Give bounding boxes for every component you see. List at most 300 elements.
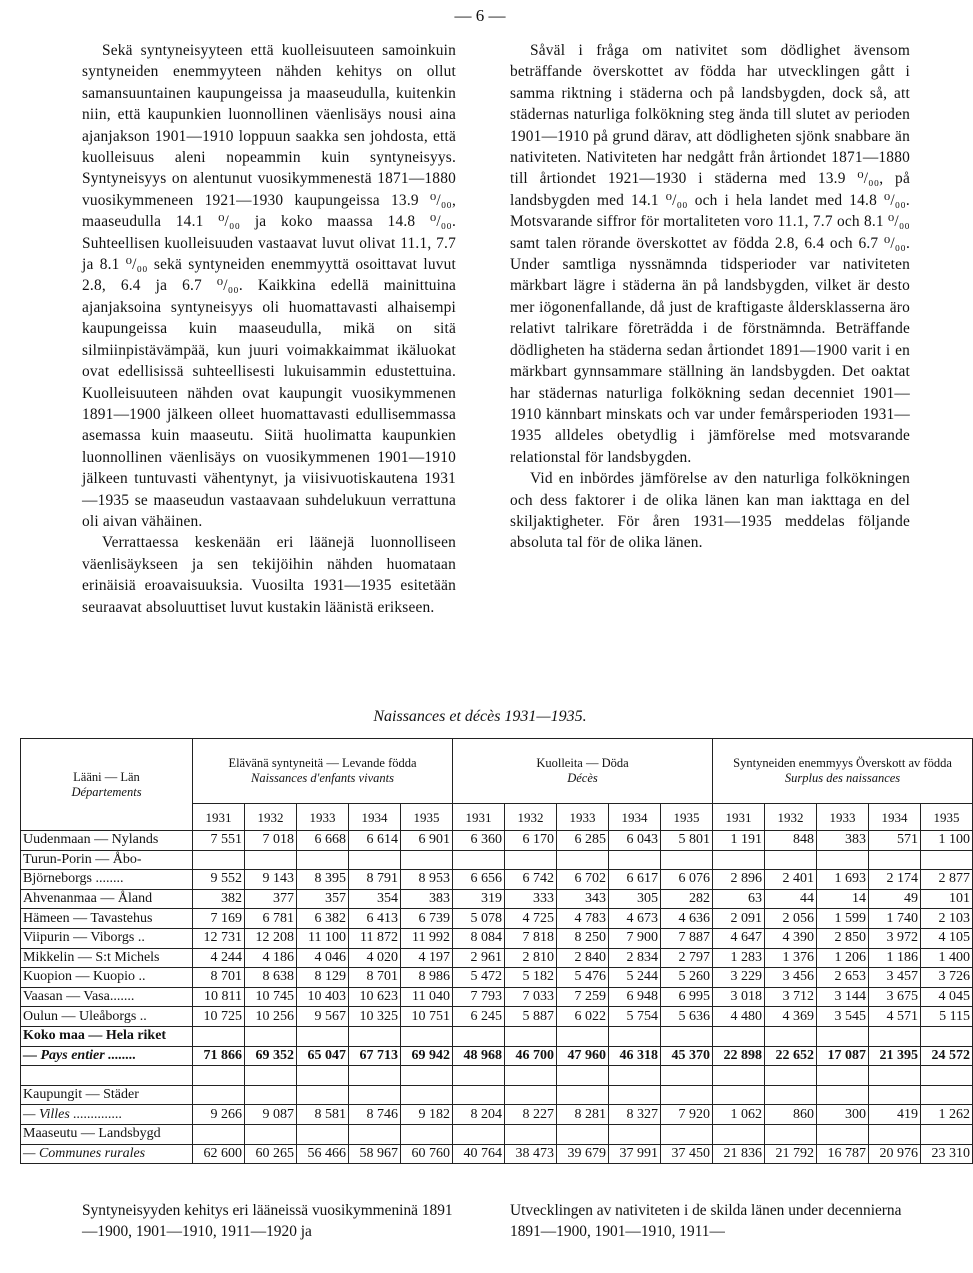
region-header: Lääni — Län Départements bbox=[21, 739, 193, 831]
births-deaths-table bbox=[20, 738, 973, 1164]
table-cell: 6 382 bbox=[297, 909, 349, 929]
table-cell: 8 638 bbox=[245, 968, 297, 988]
region-label: Björneborgs ........ bbox=[21, 870, 193, 890]
table-cell: 4 783 bbox=[557, 909, 609, 929]
year-header: 1935 bbox=[661, 804, 713, 831]
table-cell: 2 840 bbox=[557, 948, 609, 968]
table-cell: 354 bbox=[349, 889, 401, 909]
table-cell bbox=[817, 1026, 869, 1046]
table-cell: 44 bbox=[765, 889, 817, 909]
table-cell: 1 283 bbox=[713, 948, 765, 968]
table-cell: 6 360 bbox=[453, 831, 505, 851]
table-cell: 60 265 bbox=[245, 1144, 297, 1164]
table-cell: 6 170 bbox=[505, 831, 557, 851]
table-cell: 5 887 bbox=[505, 1007, 557, 1027]
table-cell: 3 456 bbox=[765, 968, 817, 988]
table-cell: 7 900 bbox=[609, 928, 661, 948]
table-cell bbox=[297, 1085, 349, 1105]
table-cell bbox=[661, 1066, 713, 1086]
table-cell bbox=[401, 1124, 453, 1144]
table-cell bbox=[297, 1066, 349, 1086]
table-cell bbox=[557, 1085, 609, 1105]
table-cell: 7 551 bbox=[193, 831, 245, 851]
year-header: 1934 bbox=[869, 804, 921, 831]
table-cell: 8 204 bbox=[453, 1105, 505, 1125]
table-cell bbox=[193, 1026, 245, 1046]
table-cell: 10 403 bbox=[297, 987, 349, 1007]
table-cell: 8 250 bbox=[557, 928, 609, 948]
table-cell: 3 144 bbox=[817, 987, 869, 1007]
table-cell: 8 129 bbox=[297, 968, 349, 988]
table-cell: 357 bbox=[297, 889, 349, 909]
table-cell: 4 636 bbox=[661, 909, 713, 929]
table-cell bbox=[505, 1085, 557, 1105]
table-cell: 6 901 bbox=[401, 831, 453, 851]
table-cell: 9 567 bbox=[297, 1007, 349, 1027]
year-header: 1932 bbox=[245, 804, 297, 831]
region-label: Ahvenanmaa — Åland bbox=[21, 889, 193, 909]
table-cell: 11 100 bbox=[297, 928, 349, 948]
table-cell bbox=[557, 1066, 609, 1086]
table-cell: 40 764 bbox=[453, 1144, 505, 1164]
table-cell: 5 260 bbox=[661, 968, 713, 988]
table-row bbox=[21, 870, 973, 890]
table-cell: 62 600 bbox=[193, 1144, 245, 1164]
table-cell: 6 656 bbox=[453, 870, 505, 890]
table-cell bbox=[505, 1026, 557, 1046]
table-row bbox=[21, 948, 973, 968]
table-cell: 3 018 bbox=[713, 987, 765, 1007]
table-cell bbox=[609, 1124, 661, 1144]
table-cell: 46 318 bbox=[609, 1046, 661, 1066]
table-cell: 24 572 bbox=[921, 1046, 973, 1066]
table-cell: 48 968 bbox=[453, 1046, 505, 1066]
table-cell: 5 078 bbox=[453, 909, 505, 929]
table-cell: 4 480 bbox=[713, 1007, 765, 1027]
table-cell: 6 702 bbox=[557, 870, 609, 890]
year-header: 1932 bbox=[505, 804, 557, 831]
table-cell: 7 259 bbox=[557, 987, 609, 1007]
table-cell: 60 760 bbox=[401, 1144, 453, 1164]
table-cell: 17 087 bbox=[817, 1046, 869, 1066]
surplus-group-header: Syntyneiden enemmyys Överskott av födda Surplus des naissances bbox=[713, 739, 973, 804]
swedish-paragraph-2: Vid en inbördes jämförelse av den naturliga folkökningen och dess faktorer i de olika länen kan man iakttaga en del skiljaktigheter. För åren 1931—1935 meddelas följande absoluta tal för de olika länen. bbox=[510, 470, 910, 552]
table-cell: 860 bbox=[765, 1105, 817, 1125]
table-cell: 571 bbox=[869, 831, 921, 851]
table-cell: 11 992 bbox=[401, 928, 453, 948]
table-cell: 6 995 bbox=[661, 987, 713, 1007]
table-cell: 1 186 bbox=[869, 948, 921, 968]
table-cell bbox=[297, 1124, 349, 1144]
table-cell: 4 571 bbox=[869, 1007, 921, 1027]
table-cell bbox=[453, 1124, 505, 1144]
table-cell: 5 801 bbox=[661, 831, 713, 851]
table-cell bbox=[453, 1066, 505, 1086]
table-cell bbox=[921, 1124, 973, 1144]
region-label: Maaseutu — Landsbygd bbox=[21, 1124, 193, 1144]
table-cell: 1 740 bbox=[869, 909, 921, 929]
table-cell: 10 745 bbox=[245, 987, 297, 1007]
table-cell: 383 bbox=[401, 889, 453, 909]
table-cell: 8 986 bbox=[401, 968, 453, 988]
table-cell: 2 961 bbox=[453, 948, 505, 968]
table-row bbox=[21, 909, 973, 929]
year-header: 1931 bbox=[193, 804, 245, 831]
table-cell bbox=[193, 1085, 245, 1105]
table-cell: 2 091 bbox=[713, 909, 765, 929]
table-cell bbox=[453, 1085, 505, 1105]
table-cell bbox=[921, 1066, 973, 1086]
table-cell: 1 206 bbox=[817, 948, 869, 968]
table-cell: 10 623 bbox=[349, 987, 401, 1007]
table-cell: 3 726 bbox=[921, 968, 973, 988]
table-cell: 10 811 bbox=[193, 987, 245, 1007]
table-cell: 23 310 bbox=[921, 1144, 973, 1164]
swedish-caption: Utvecklingen av nativiteten i de skilda länen under decennierna 1891—1900, 1901—1910, 1911— bbox=[510, 1202, 902, 1241]
table-cell: 9 552 bbox=[193, 870, 245, 890]
table-cell bbox=[869, 1026, 921, 1046]
table-cell bbox=[349, 1026, 401, 1046]
table-cell: 47 960 bbox=[557, 1046, 609, 1066]
region-label: Uudenmaan — Nylands bbox=[21, 831, 193, 851]
table-cell: 6 245 bbox=[453, 1007, 505, 1027]
table-cell bbox=[921, 1026, 973, 1046]
table-cell: 38 473 bbox=[505, 1144, 557, 1164]
table-cell: 10 325 bbox=[349, 1007, 401, 1027]
table-cell: 8 953 bbox=[401, 870, 453, 890]
table-cell: 9 182 bbox=[401, 1105, 453, 1125]
table-cell: 8 791 bbox=[349, 870, 401, 890]
table-cell: 1 062 bbox=[713, 1105, 765, 1125]
table-cell bbox=[245, 1066, 297, 1086]
table-cell: 3 712 bbox=[765, 987, 817, 1007]
table-cell bbox=[921, 1085, 973, 1105]
table-cell bbox=[765, 1026, 817, 1046]
table-cell bbox=[401, 1026, 453, 1046]
table-cell: 4 244 bbox=[193, 948, 245, 968]
table-cell: 383 bbox=[817, 831, 869, 851]
table-cell: 4 105 bbox=[921, 928, 973, 948]
table-cell bbox=[609, 1066, 661, 1086]
table-cell bbox=[609, 1026, 661, 1046]
table-cell: 69 352 bbox=[245, 1046, 297, 1066]
table-cell: 4 020 bbox=[349, 948, 401, 968]
rural-row-label bbox=[21, 1124, 973, 1144]
swedish-text-column bbox=[510, 40, 910, 554]
table-cell: 8 746 bbox=[349, 1105, 401, 1125]
towns-row-label bbox=[21, 1085, 973, 1105]
table-cell: 382 bbox=[193, 889, 245, 909]
region-label: Kuopion — Kuopio .. bbox=[21, 968, 193, 988]
table-cell: 7 920 bbox=[661, 1105, 713, 1125]
table-cell: 419 bbox=[869, 1105, 921, 1125]
table-cell: 39 679 bbox=[557, 1144, 609, 1164]
table-cell bbox=[557, 850, 609, 870]
table-cell: 9 143 bbox=[245, 870, 297, 890]
table-cell: 45 370 bbox=[661, 1046, 713, 1066]
table-cell: 1 262 bbox=[921, 1105, 973, 1125]
table-cell: 3 972 bbox=[869, 928, 921, 948]
table-cell: 11 872 bbox=[349, 928, 401, 948]
table-cell: 2 103 bbox=[921, 909, 973, 929]
towns-row bbox=[21, 1105, 973, 1125]
table-cell: 6 614 bbox=[349, 831, 401, 851]
region-label: Oulun — Uleåborgs .. bbox=[21, 1007, 193, 1027]
table-cell bbox=[869, 1066, 921, 1086]
finnish-paragraph-2: Verrattaessa keskenään eri läänejä luonnolliseen väenlisäykseen ja sen tekijöihin nähden huomataan erinäisiä eroavaisuuksia. Vuosilta 1931—1935 esitetään seuraavat absoluuttiset luvut kustakin läänistä erikseen. bbox=[82, 534, 456, 616]
region-label: — Communes rurales bbox=[21, 1144, 193, 1164]
table-cell bbox=[245, 1124, 297, 1144]
table-cell bbox=[505, 1124, 557, 1144]
region-label: — Pays entier ........ bbox=[21, 1046, 193, 1066]
finnish-text-column bbox=[82, 40, 456, 618]
deaths-group-header: Kuolleita — Döda Décès bbox=[453, 739, 713, 804]
table-cell bbox=[713, 1124, 765, 1144]
table-cell: 6 742 bbox=[505, 870, 557, 890]
table-cell: 4 197 bbox=[401, 948, 453, 968]
year-header: 1931 bbox=[453, 804, 505, 831]
table-cell bbox=[505, 1066, 557, 1086]
table-cell: 1 400 bbox=[921, 948, 973, 968]
table-cell bbox=[661, 1124, 713, 1144]
year-header: 1934 bbox=[609, 804, 661, 831]
table-cell: 3 545 bbox=[817, 1007, 869, 1027]
table-cell: 37 991 bbox=[609, 1144, 661, 1164]
table-cell: 6 617 bbox=[609, 870, 661, 890]
table-cell: 2 850 bbox=[817, 928, 869, 948]
table-cell: 10 751 bbox=[401, 1007, 453, 1027]
table-cell: 2 877 bbox=[921, 870, 973, 890]
table-cell bbox=[297, 850, 349, 870]
table-cell bbox=[193, 1066, 245, 1086]
table-row bbox=[21, 850, 973, 870]
table-cell: 8 581 bbox=[297, 1105, 349, 1125]
table-cell: 21 792 bbox=[765, 1144, 817, 1164]
table-cell bbox=[661, 1026, 713, 1046]
table-cell: 4 725 bbox=[505, 909, 557, 929]
table-cell: 7 018 bbox=[245, 831, 297, 851]
table-cell: 1 100 bbox=[921, 831, 973, 851]
table-cell: 7 887 bbox=[661, 928, 713, 948]
table-cell: 8 227 bbox=[505, 1105, 557, 1125]
table-cell bbox=[609, 850, 661, 870]
table-cell: 4 369 bbox=[765, 1007, 817, 1027]
table-cell: 2 056 bbox=[765, 909, 817, 929]
table-cell: 300 bbox=[817, 1105, 869, 1125]
year-header: 1933 bbox=[297, 804, 349, 831]
table-cell: 319 bbox=[453, 889, 505, 909]
table-cell: 11 040 bbox=[401, 987, 453, 1007]
table-cell bbox=[401, 850, 453, 870]
table-cell: 4 046 bbox=[297, 948, 349, 968]
table-cell: 8 084 bbox=[453, 928, 505, 948]
table-cell bbox=[765, 850, 817, 870]
total-row-label bbox=[21, 1026, 973, 1046]
table-title: Naissances et décès 1931—1935. bbox=[373, 708, 587, 725]
table-cell: 58 967 bbox=[349, 1144, 401, 1164]
year-header: 1933 bbox=[557, 804, 609, 831]
table-cell: 21 836 bbox=[713, 1144, 765, 1164]
table-cell bbox=[609, 1085, 661, 1105]
table-cell: 4 045 bbox=[921, 987, 973, 1007]
region-label: Koko maa — Hela riket bbox=[21, 1026, 193, 1046]
table-cell: 6 022 bbox=[557, 1007, 609, 1027]
table-cell: 3 675 bbox=[869, 987, 921, 1007]
table-cell: 6 781 bbox=[245, 909, 297, 929]
table-cell: 12 208 bbox=[245, 928, 297, 948]
table-cell: 8 281 bbox=[557, 1105, 609, 1125]
table-cell bbox=[765, 1085, 817, 1105]
spacer-row bbox=[21, 1066, 973, 1086]
table-cell: 5 636 bbox=[661, 1007, 713, 1027]
region-label bbox=[21, 1066, 193, 1086]
table-cell: 22 652 bbox=[765, 1046, 817, 1066]
table-cell bbox=[505, 850, 557, 870]
swedish-paragraph-1: Såväl i fråga om nativitet som dödlighet ävensom beträffande överskottet av födda har utvecklingen gått i samma riktning i städerna och på landsbygden, dock så, att städernas naturliga folkökning steg ända till slutet av perioden 1901—1910 på grund därav, att dödligheten sjönk snabbare än nativiteten. Nativiteten har nedgått från årtiondet 1871—1880 till årtiondet 1921—1930 i städerna med 13.9 ⁰/₀₀, på landsbygden med 14.1 ⁰/₀₀ och i hela landet med 14.8 ⁰/₀₀. Motsvarande siffror för mortaliteten voro 11.1, 7.7 och 8.1 ⁰/₀₀ samt talen rörande överskottet av födda 2.8, 6.4 och 6.7 ⁰/₀₀. Under samtliga nyssnämnda tidsperioder var nativiteten märkbart lägre i städerna än på landsbygden, vilket är desto mer iögonenfallande, då just de kraftigaste åldersklasserna äro relativt talrikare företrädda i de förstnämnda. Beträffande dödligheten ha städerna sedan årtiondet 1891—1900 varit i en märkbart gynnsammare ställning än landsbygden. Det oaktat har städernas naturliga folkökning sedan decenniet 1901—1910 kännbart minskats och var under femårsperioden 1931—1935 alldeles obetydlig i jämförelse med motsvarande relationstal för landsbygden. bbox=[510, 42, 910, 466]
table-cell bbox=[349, 1124, 401, 1144]
table-cell: 46 700 bbox=[505, 1046, 557, 1066]
table-cell: 5 754 bbox=[609, 1007, 661, 1027]
table-cell: 4 186 bbox=[245, 948, 297, 968]
table-cell: 49 bbox=[869, 889, 921, 909]
page-number: — 6 — bbox=[454, 6, 506, 25]
table-cell: 333 bbox=[505, 889, 557, 909]
year-header: 1932 bbox=[765, 804, 817, 831]
table-cell bbox=[245, 850, 297, 870]
table-cell: 63 bbox=[713, 889, 765, 909]
table-cell: 8 395 bbox=[297, 870, 349, 890]
table-cell: 16 787 bbox=[817, 1144, 869, 1164]
table-cell bbox=[713, 1066, 765, 1086]
table-cell: 2 174 bbox=[869, 870, 921, 890]
region-label: Mikkelin — S:t Michels bbox=[21, 948, 193, 968]
table-cell: 14 bbox=[817, 889, 869, 909]
table-cell bbox=[297, 1026, 349, 1046]
table-row bbox=[21, 968, 973, 988]
year-header: 1935 bbox=[921, 804, 973, 831]
table-cell: 4 647 bbox=[713, 928, 765, 948]
table-cell: 2 834 bbox=[609, 948, 661, 968]
total-row bbox=[21, 1046, 973, 1066]
table-cell: 9 087 bbox=[245, 1105, 297, 1125]
table-cell bbox=[869, 850, 921, 870]
table-cell bbox=[817, 1085, 869, 1105]
table-cell: 1 191 bbox=[713, 831, 765, 851]
table-cell bbox=[453, 1026, 505, 1046]
table-cell: 5 476 bbox=[557, 968, 609, 988]
table-row bbox=[21, 831, 973, 851]
table-cell: 7 169 bbox=[193, 909, 245, 929]
year-header: 1933 bbox=[817, 804, 869, 831]
table-cell: 5 244 bbox=[609, 968, 661, 988]
table-cell: 1 376 bbox=[765, 948, 817, 968]
births-group-header: Elävänä syntyneitä — Levande födda Naissances d'enfants vivants bbox=[193, 739, 453, 804]
table-cell bbox=[193, 850, 245, 870]
table-row bbox=[21, 1007, 973, 1027]
table-cell bbox=[245, 1026, 297, 1046]
finnish-paragraph-1: Sekä syntyneisyyteen että kuolleisuuteen samoinkuin syntyneiden enemmyyteen nähden kehitys on ollut samansuuntainen kaupungeissa ja maaseudulla, kuitenkin niin, että kaupunkien luonnollinen väenlisäys nousi aina ajanjakson 1901—1910 loppuun saakka sen johdosta, että kuolleisuus aleni nopeammin kuin syntyneisyys. Syntyneisyys on alentunut vuosikymmenestä 1871—1880 vuosikymmeneen 1921—1930 kaupungeissa 13.9 ⁰/₀₀, maaseudulla 14.1 ⁰/₀₀ ja koko maassa 14.8 ⁰/₀₀. Suhteellisen kuolleisuuden vastaavat luvut olivat 11.1, 7.7 ja 8.1 ⁰/₀₀ sekä syntyneiden enemmyyttä osoittavat luvut 2.8, 6.4 ja 6.7 ⁰/₀₀. Kaikkina edellä mainittuina ajanjaksoina syntyneisyys oli huomattavasti alhaisempi kaupungeissa kuin maaseudulla, mikä on sitä silmiinpistävämpää, kun juuri voimakkaimmat ikäluokat ovat edellisissä suhteellisesti lukuisammin edustettuina. Kuolleisuuteen nähden ovat kaupungit vuosikymmenen 1891—1900 jälkeen olleet huomattavasti edullisemmassa asemassa kuin maaseutu. Siitä huolimatta kaupunkien luonnollinen väenlisäys on vuosikymmenen 1901—1910 jälkeen tuntuvasti vähentynyt, ja viisivuotiskautena 1931—1935 se maaseudun vastaavaan suhdelukuun verrattuna oli aivan vähäinen. bbox=[82, 42, 456, 530]
table-cell: 69 942 bbox=[401, 1046, 453, 1066]
table-cell: 6 076 bbox=[661, 870, 713, 890]
table-cell: 2 653 bbox=[817, 968, 869, 988]
table-cell: 65 047 bbox=[297, 1046, 349, 1066]
table-cell: 848 bbox=[765, 831, 817, 851]
table-cell bbox=[713, 1026, 765, 1046]
table-row bbox=[21, 987, 973, 1007]
region-label: Vaasan — Vasa....... bbox=[21, 987, 193, 1007]
table-cell: 71 866 bbox=[193, 1046, 245, 1066]
table-cell bbox=[193, 1124, 245, 1144]
table-cell: 3 457 bbox=[869, 968, 921, 988]
table-cell bbox=[245, 1085, 297, 1105]
table-cell bbox=[661, 1085, 713, 1105]
table-cell: 6 285 bbox=[557, 831, 609, 851]
table-cell bbox=[817, 850, 869, 870]
region-label: Hämeen — Tavastehus bbox=[21, 909, 193, 929]
table-cell: 1 693 bbox=[817, 870, 869, 890]
table-cell: 377 bbox=[245, 889, 297, 909]
table-cell: 4 390 bbox=[765, 928, 817, 948]
table-cell bbox=[869, 1124, 921, 1144]
table-cell: 2 810 bbox=[505, 948, 557, 968]
table-cell: 2 797 bbox=[661, 948, 713, 968]
table-cell: 20 976 bbox=[869, 1144, 921, 1164]
table-cell: 37 450 bbox=[661, 1144, 713, 1164]
table-cell: 305 bbox=[609, 889, 661, 909]
table-cell: 7 818 bbox=[505, 928, 557, 948]
table-cell: 6 668 bbox=[297, 831, 349, 851]
year-header: 1935 bbox=[401, 804, 453, 831]
table-cell bbox=[557, 1026, 609, 1046]
region-label: Kaupungit — Städer bbox=[21, 1085, 193, 1105]
table-cell: 6 043 bbox=[609, 831, 661, 851]
table-cell: 8 327 bbox=[609, 1105, 661, 1125]
table-cell: 7 793 bbox=[453, 987, 505, 1007]
table-cell: 8 701 bbox=[349, 968, 401, 988]
region-label: Turun-Porin — Åbo- bbox=[21, 850, 193, 870]
table-cell: 2 896 bbox=[713, 870, 765, 890]
region-label: Viipurin — Viborgs .. bbox=[21, 928, 193, 948]
table-cell: 5 115 bbox=[921, 1007, 973, 1027]
year-header: 1934 bbox=[349, 804, 401, 831]
table-cell bbox=[765, 1066, 817, 1086]
table-cell: 101 bbox=[921, 889, 973, 909]
table-cell bbox=[453, 850, 505, 870]
table-cell: 7 033 bbox=[505, 987, 557, 1007]
table-cell bbox=[817, 1066, 869, 1086]
table-cell: 282 bbox=[661, 889, 713, 909]
region-label: — Villes .............. bbox=[21, 1105, 193, 1125]
table-cell bbox=[921, 850, 973, 870]
table-cell: 22 898 bbox=[713, 1046, 765, 1066]
table-cell: 56 466 bbox=[297, 1144, 349, 1164]
table-cell: 3 229 bbox=[713, 968, 765, 988]
table-cell: 1 599 bbox=[817, 909, 869, 929]
table-cell bbox=[713, 850, 765, 870]
table-cell bbox=[661, 850, 713, 870]
table-cell: 9 266 bbox=[193, 1105, 245, 1125]
table-cell: 67 713 bbox=[349, 1046, 401, 1066]
table-cell bbox=[349, 1066, 401, 1086]
table-cell: 8 701 bbox=[193, 968, 245, 988]
table-cell: 10 725 bbox=[193, 1007, 245, 1027]
finnish-caption: Syntyneisyyden kehitys eri lääneissä vuosikymmeninä 1891—1900, 1901—1910, 1911—1920 ja bbox=[82, 1202, 453, 1241]
year-header: 1931 bbox=[713, 804, 765, 831]
table-cell: 5 182 bbox=[505, 968, 557, 988]
table-cell: 5 472 bbox=[453, 968, 505, 988]
rural-row bbox=[21, 1144, 973, 1164]
table-cell bbox=[349, 850, 401, 870]
